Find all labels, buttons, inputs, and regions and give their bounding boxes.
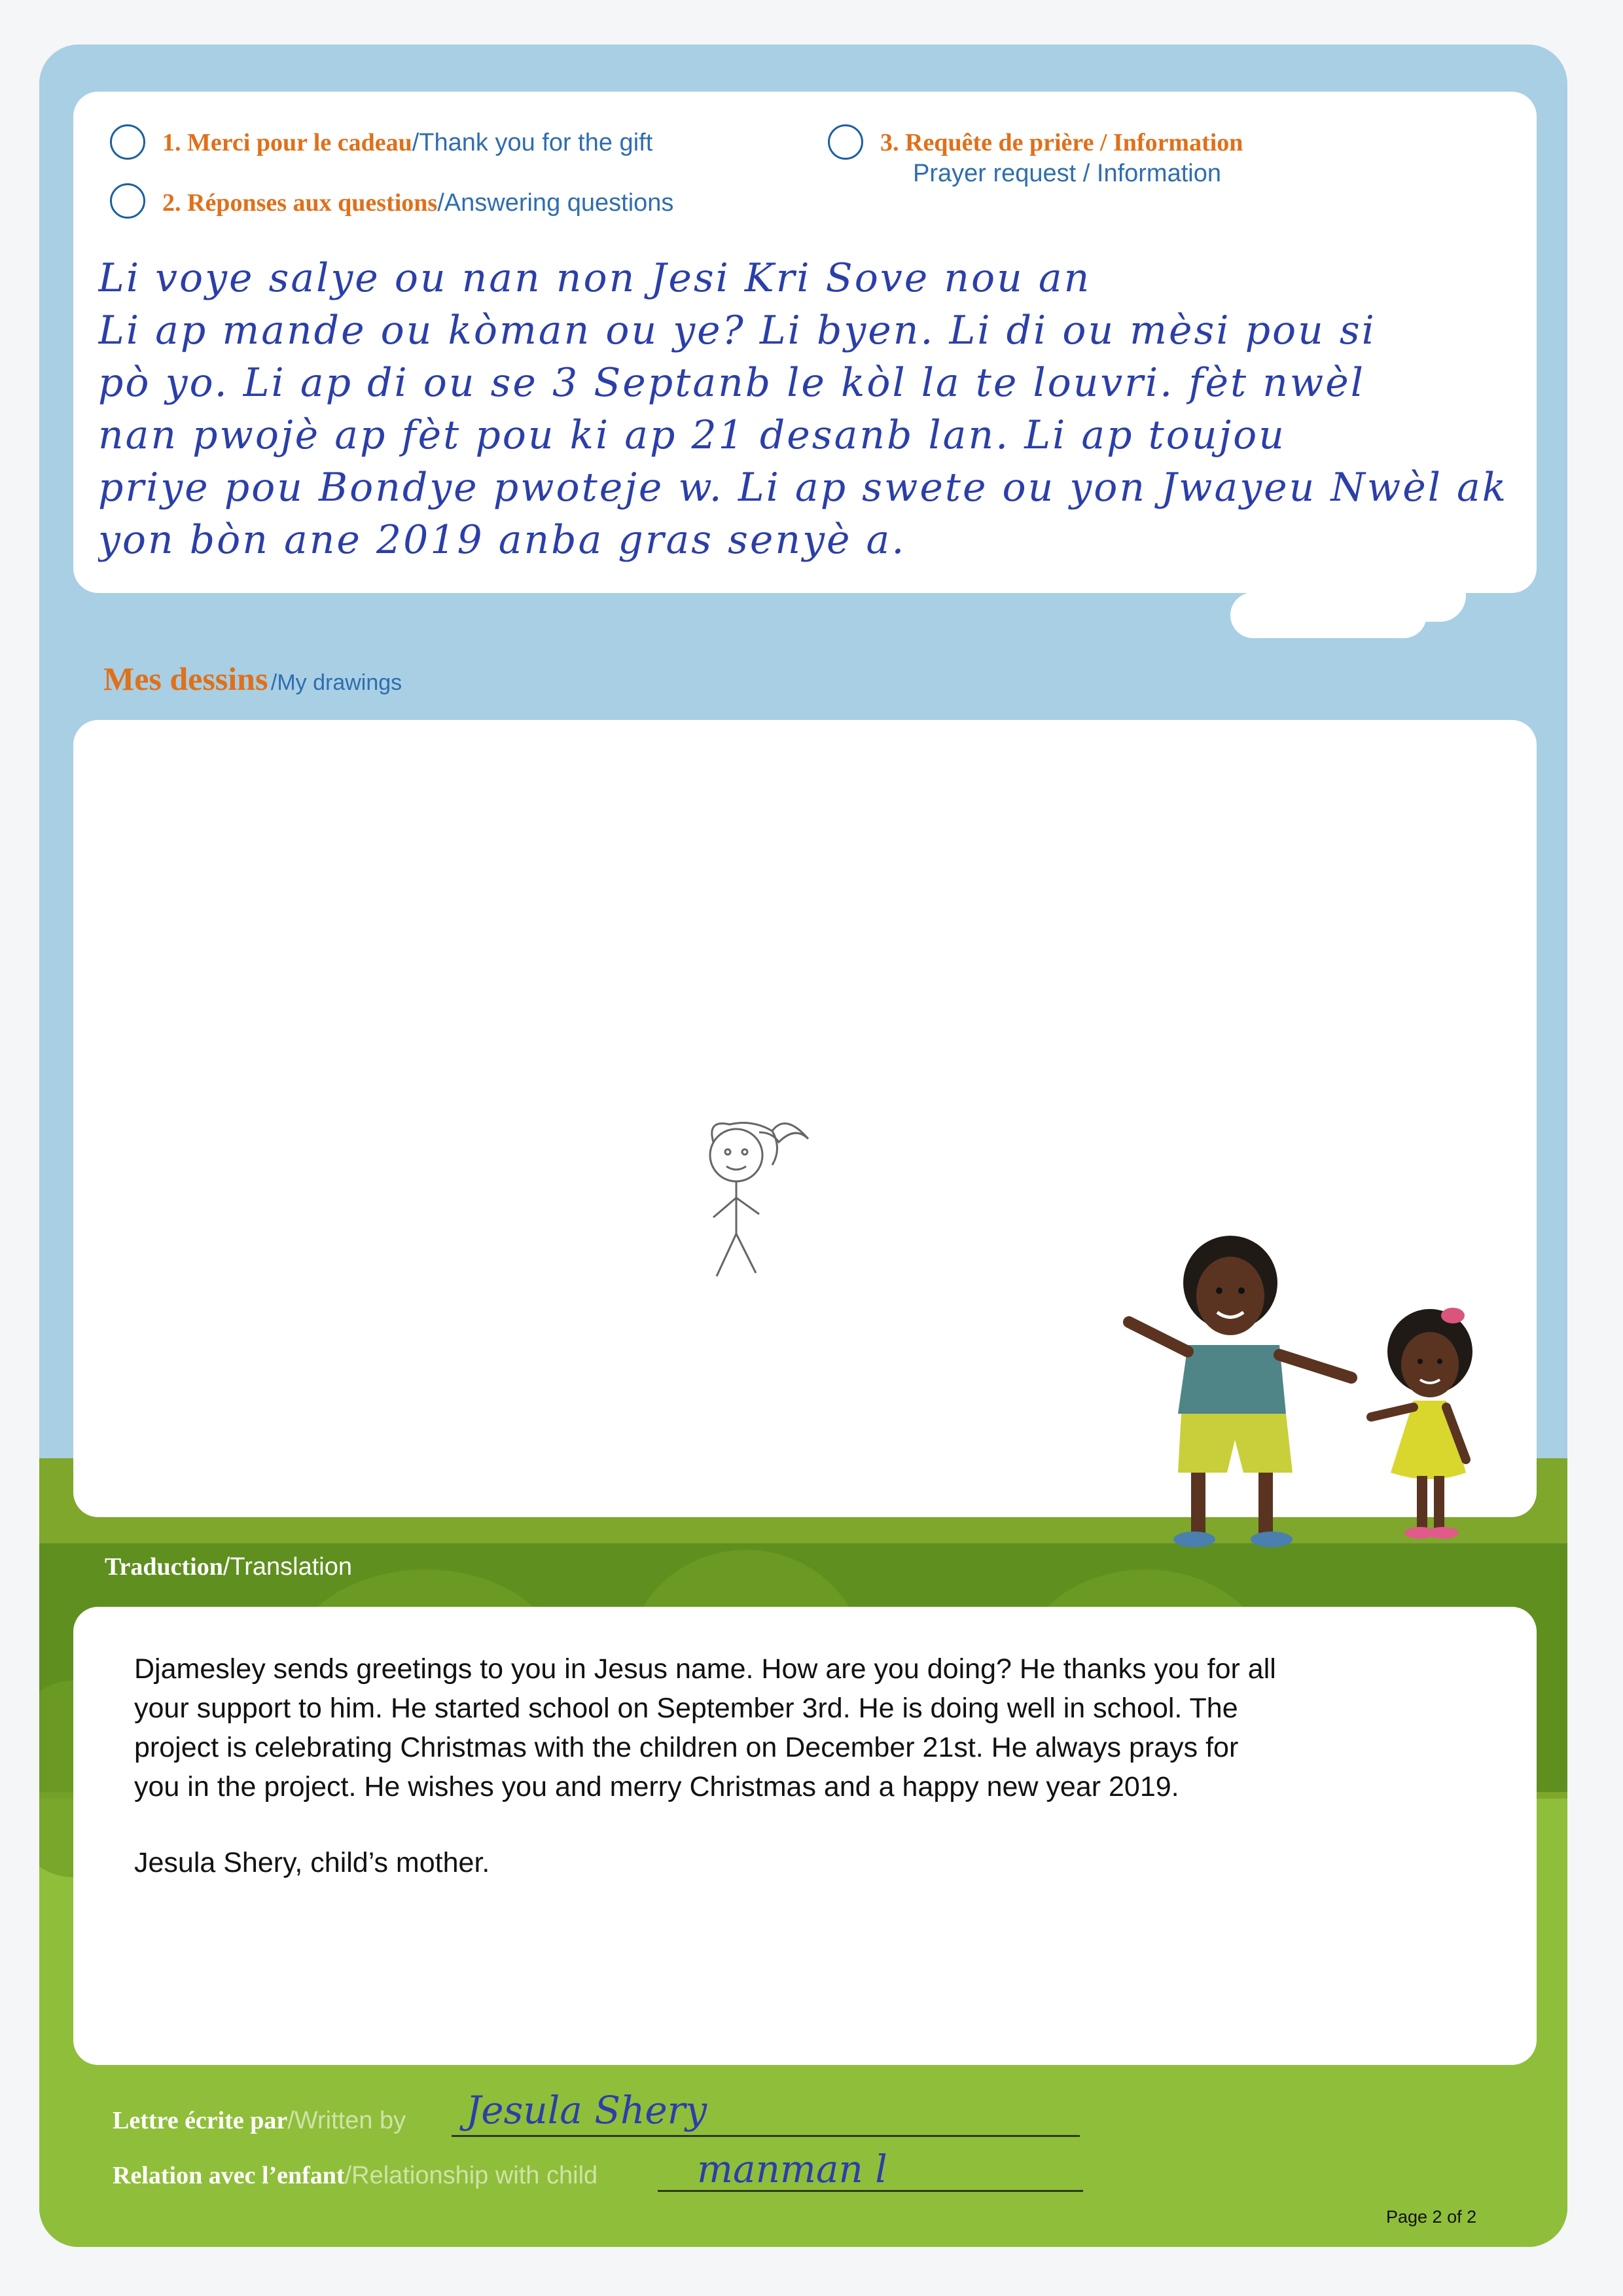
written-by-line — [452, 2135, 1080, 2137]
translation-line: you in the project. He wishes you and merry Christmas and a happy new year 2019. — [134, 1771, 1179, 1803]
girl-figure — [1371, 1308, 1472, 1539]
page-number: Page 2 of 2 — [1386, 2207, 1477, 2227]
option-3-sublabel — [913, 160, 1221, 188]
drawings-title-en: /My drawings — [270, 670, 402, 695]
option-1-checkbox[interactable] — [110, 124, 145, 160]
written-by-label-fr: Lettre écrite par — [113, 2107, 288, 2134]
option-1-label — [162, 128, 652, 157]
written-by-signature: Jesula Shery — [466, 2088, 707, 2132]
option-1-label-en: /Thank you for the gift — [412, 129, 653, 156]
option-2-label — [162, 188, 673, 217]
stick-figure-drawing — [674, 1106, 844, 1296]
written-by-row — [113, 2106, 406, 2135]
relationship-label-en: /Relationship with child — [344, 2162, 598, 2189]
boy-figure — [1129, 1236, 1351, 1547]
translation-title-en: /Translation — [223, 1553, 352, 1581]
option-2-checkbox[interactable] — [110, 183, 145, 219]
handwritten-line: nan pwojè ap fèt pou ki ap 21 desanb lan. Li ap toujou — [98, 412, 1286, 458]
handwritten-line: Li ap mande ou kòman ou ye? Li byen. Li di ou mèsi pou si — [98, 308, 1376, 353]
translation-text — [134, 1649, 1495, 1806]
option-2-label-fr: 2. Réponses aux questions — [162, 189, 438, 217]
relationship-row — [113, 2161, 597, 2190]
children-illustration — [1090, 1230, 1535, 1597]
drawings-title — [103, 660, 402, 698]
handwritten-line: priye pou Bondye pwoteje w. Li ap swete ou yon Jwayeu Nwèl ak — [98, 465, 1508, 511]
handwritten-line: yon bòn ane 2019 anba gras senyè a. — [98, 517, 906, 563]
translation-line: Djamesley sends greetings to you in Jesus name. How are you doing? He thanks you for all — [134, 1653, 1276, 1685]
option-1-label-fr: 1. Merci pour le cadeau — [162, 129, 412, 156]
relationship-value: manman l — [697, 2147, 887, 2191]
translation-line: your support to him. He started school on September 3rd. He is doing well in school. The — [134, 1693, 1238, 1724]
option-3-label-fr: 3. Requête de prière / Information — [880, 129, 1243, 156]
translation-title-fr: Traduction — [105, 1553, 223, 1581]
written-by-label-en: /Written by — [287, 2107, 406, 2134]
translation-signature: Jesula Shery, child’s mother. — [134, 1847, 490, 1878]
drawings-title-fr: Mes dessins — [103, 660, 268, 697]
handwritten-line: Li voye salye ou nan non Jesi Kri Sove nou an — [98, 255, 1092, 301]
handwritten-line: pò yo. Li ap di ou se 3 Septanb le kòl la te louvri. fèt nwèl — [98, 360, 1365, 406]
handwritten-message — [98, 252, 1525, 566]
option-3-label-en: Prayer request / Information — [913, 160, 1221, 187]
option-3-checkbox[interactable] — [828, 124, 863, 160]
relationship-label-fr: Relation avec l’enfant — [113, 2162, 345, 2189]
option-2-label-en: /Answering questions — [437, 189, 674, 217]
translation-title — [105, 1552, 352, 1581]
option-3-label — [880, 128, 1243, 157]
translation-line: project is celebrating Christmas with the children on December 21st. He always prays for — [134, 1732, 1239, 1763]
